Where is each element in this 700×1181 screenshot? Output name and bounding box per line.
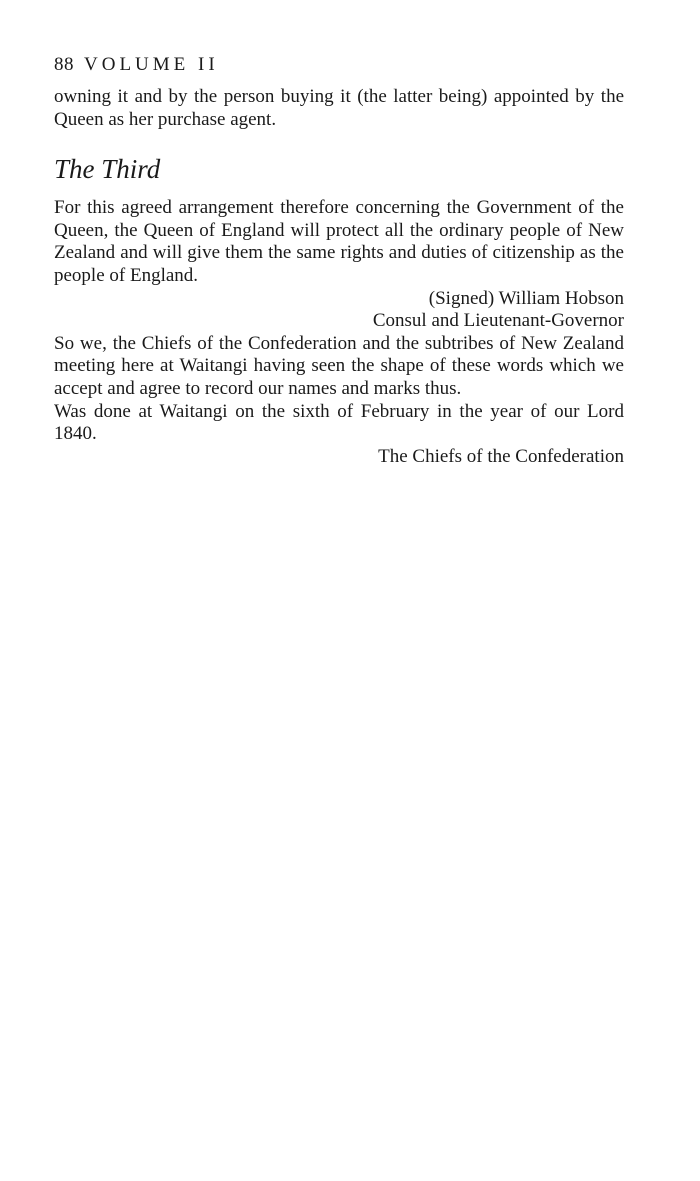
page-number: 88 (54, 54, 74, 75)
closing-signature: The Chiefs of the Confederation (378, 445, 624, 467)
continuation-paragraph: owning it and by the person buying it (the latter being) appointed by the Queen as her purchase agent. (54, 86, 624, 130)
running-head (54, 52, 624, 78)
signature-title: Consul and Lieutenant-Governor (372, 310, 624, 332)
page-content (54, 52, 624, 468)
signature-line: (Signed) William Hobson (428, 287, 624, 309)
chiefs-statement-paragraph: So we, the Chiefs of the Confederation and the subtribes of New Zealand meeting here at Waitangi having seen the shape of these words which we accept and agree to record our names and marks thus. (54, 332, 624, 399)
volume-label: VOLUME II (84, 54, 219, 75)
date-statement-paragraph: Was done at Waitangi on the sixth of February in the year of our Lord 1840. (54, 400, 624, 445)
section-heading: The Third (54, 154, 161, 185)
article-paragraph: For this agreed arrangement therefore concerning the Government of the Queen, the Queen of England will protect all the ordinary people of New Zealand and will give them the same rights and duties of citizenship as the people of England. (54, 197, 624, 286)
